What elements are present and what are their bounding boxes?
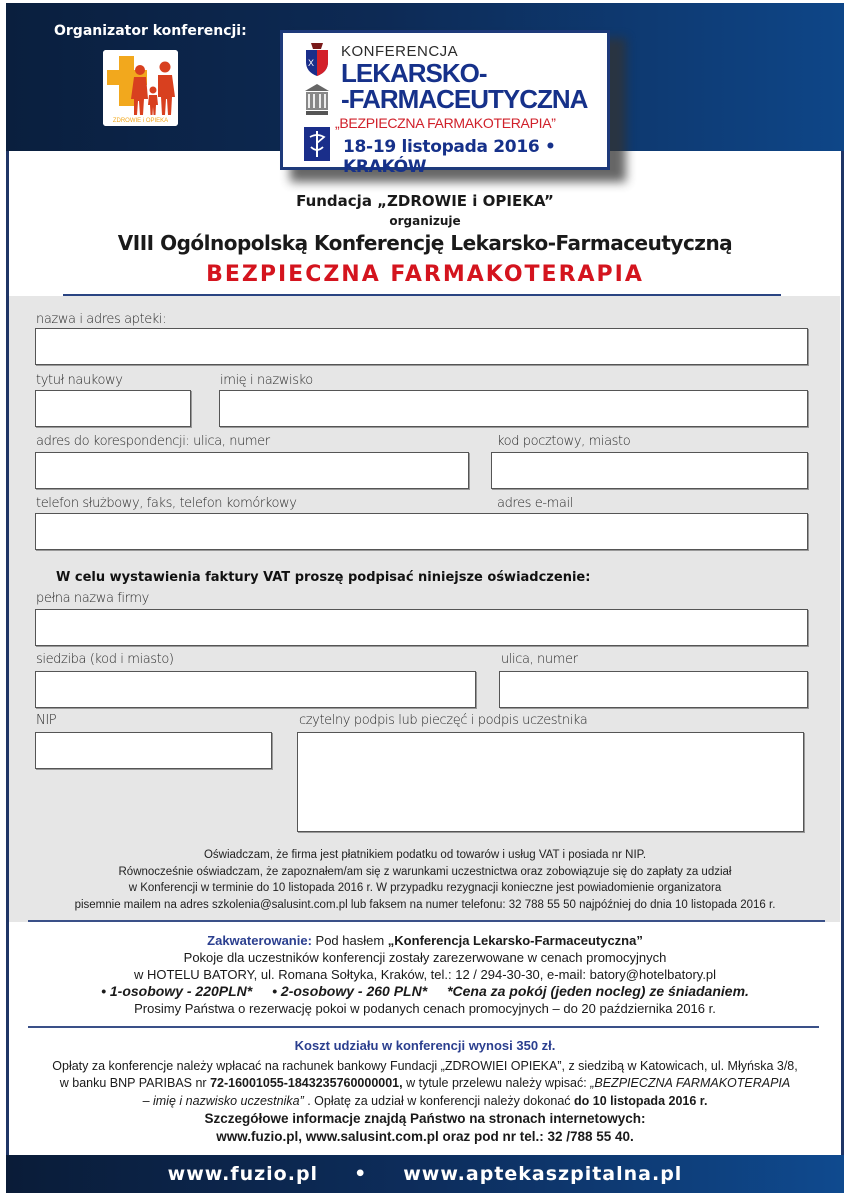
- pharmacy-label: nazwa i adres apteki:: [36, 312, 167, 327]
- company-street-input[interactable]: [499, 671, 808, 708]
- accommodation-slogan: „Konferencja Lekarsko-Farmaceutyczna”: [387, 933, 643, 948]
- declaration-line: Równocześnie oświadczam, że zapoznałem/am się z warunkami uczestnictwa oraz zobowiązuje się do zapłaty za udział: [118, 865, 732, 878]
- footer-link-apteka[interactable]: www.aptekaszpitalna.pl: [403, 1163, 683, 1185]
- svg-text:X: X: [307, 58, 315, 68]
- transfer-title-cont: – imię i nazwisko uczestnika”: [142, 1093, 304, 1108]
- conference-motto: BEZPIECZNA FARMAKOTERAPIA: [206, 262, 644, 287]
- payment-info: Opłaty za konferencje należy wpłacać na rachunek bankowy Fundacji „ZDROWIEI OPIEKA”, z siedzibą w Katowicach, ul. Młyńska 3/8,: [52, 1058, 798, 1073]
- title-label: tytuł naukowy: [36, 373, 123, 388]
- price-double: • 2-osobowy - 260 PLN*: [272, 983, 428, 999]
- building-icon: [305, 84, 329, 115]
- footer-link-fuzio[interactable]: www.fuzio.pl: [167, 1163, 319, 1185]
- payment-deadline: do 10 listopada 2016 r.: [574, 1093, 708, 1108]
- footer-separator: •: [354, 1163, 368, 1185]
- accommodation-section: [0, 932, 850, 1017]
- accommodation-line: Pokoje dla uczestników konferencji zostały zarezerwowane w cenach promocyjnych: [183, 950, 667, 965]
- accommodation-slogan-prefix: Pod hasłem: [311, 933, 388, 948]
- hotel-info: w HOTELU BATORY, ul. Romana Sołtyka, Kraków, tel.: 12 / 294-30-30, e-mail: batory@hotelbatory.pl: [133, 967, 717, 982]
- foundation-title: Fundacja „ZDROWIE i OPIEKA”: [296, 192, 554, 210]
- full-name-input[interactable]: [219, 390, 808, 427]
- badge-date-place: 18-19 listopada 2016 • KRAKÓW: [343, 137, 556, 177]
- price-single: • 1-osobowy - 220PLN*: [101, 983, 253, 999]
- nip-label: NIP: [36, 713, 57, 728]
- declaration-line: Oświadczam, że firma jest płatnikiem podatku od towarów i usług VAT i posiada nr NIP.: [203, 849, 647, 861]
- signature-box[interactable]: [297, 732, 804, 832]
- crest-icon: [306, 43, 328, 76]
- declaration-line: pisemnie mailem na adres szkolenia@salusint.com.pl lub faksem na numer telefonu: 32 788 55 50 najpóźniej do dnia 10 listopada 2016 r.: [74, 898, 776, 911]
- more-info: Szczegółowe informacje znajdą Państwo na stronach internetowych:: [204, 1111, 646, 1126]
- street-label: adres do korespondencji: ulica, numer: [36, 434, 270, 449]
- company-name-input[interactable]: [35, 609, 808, 646]
- email-label: adres e-mail: [497, 496, 573, 511]
- pharmacy-caduceus-icon: [304, 127, 330, 161]
- conference-badge: [280, 30, 610, 177]
- badge-motto: „BEZPIECZNA FARMAKOTERAPIA”: [335, 115, 556, 131]
- signature-label: czytelny podpis lub pieczęć i podpis uczestnika: [299, 713, 588, 728]
- company-label: pełna nazwa firmy: [36, 591, 149, 606]
- organizer-logo-text: ZDROWIE i OPIEKA: [112, 118, 169, 124]
- family-cross-icon: [103, 50, 178, 126]
- divider-form-bottom: [28, 920, 825, 922]
- bank-prefix: w banku BNP PARIBAS nr: [59, 1076, 211, 1090]
- nip-input[interactable]: [35, 732, 272, 769]
- payment-deadline-line: [0, 1093, 850, 1111]
- street-input[interactable]: [35, 452, 469, 489]
- seat-label: siedziba (kod i miasto): [36, 652, 174, 667]
- cost-section: [0, 1037, 850, 1145]
- postal-city-input[interactable]: [491, 452, 808, 489]
- accommodation-title: Zakwaterowanie:: [207, 933, 312, 948]
- badge-line-farmaceutyczna: -FARMACEUTYCZNA: [341, 84, 588, 114]
- postal-label: kod pocztowy, miasto: [497, 434, 631, 449]
- reservation-deadline: Prosimy Państwa o rezerwację pokoi w podanych cenach promocyjnych – do 20 października 2016 r.: [134, 1001, 716, 1016]
- accommodation-line: [0, 932, 850, 949]
- footer-band: [6, 1155, 844, 1193]
- conference-title: VIII Ogólnopolską Konferencję Lekarsko-Farmaceutyczną: [117, 231, 733, 255]
- cost-title: Koszt udziału w konferencji wynosi 350 zł.: [294, 1038, 556, 1053]
- badge-line-lekarsko: LEKARSKO-: [341, 58, 487, 88]
- pharmacy-input[interactable]: [35, 328, 808, 365]
- phone-email-input[interactable]: [35, 513, 808, 550]
- divider-accommodation: [28, 1026, 819, 1028]
- badge-line-konferencja: KONFERENCJA: [341, 43, 459, 60]
- organizer-logo: [103, 50, 178, 126]
- contact-links: www.fuzio.pl, www.salusint.com.pl oraz pod nr tel.: 32 /788 55 40.: [216, 1128, 634, 1144]
- organizer-label: Organizator konferencji:: [54, 23, 247, 39]
- academic-title-input[interactable]: [35, 390, 191, 427]
- payment-deadline-prefix: . Opłatę za udział w konferencji należy dokonać: [303, 1093, 575, 1108]
- vat-heading: W celu wystawienia faktury VAT proszę podpisać niniejsze oświadczenie:: [56, 570, 591, 585]
- badge-emblems: [303, 39, 331, 170]
- name-label: imię i nazwisko: [220, 373, 313, 388]
- transfer-title-prefix: w tytule przelewu należy wpisać:: [402, 1076, 591, 1090]
- organizes-text: organizuje: [389, 214, 461, 228]
- phone-label: telefon służbowy, faks, telefon komórkowy: [36, 496, 297, 511]
- seat-input[interactable]: [35, 671, 476, 708]
- company-street-label: ulica, numer: [501, 652, 578, 667]
- payment-bank-line: [0, 1075, 850, 1093]
- bank-account: 72-16001055-1843235760000001,: [210, 1076, 403, 1090]
- declaration-text: [20, 847, 830, 913]
- price-note: *Cena za pokój (jeden nocleg) ze śniadaniem.: [447, 983, 749, 999]
- declaration-line: w Konferencji w terminie do 10 listopada 2016 r. W przypadku rezygnacji konieczne jest powiadomienie organizatora: [128, 882, 722, 894]
- room-prices: [0, 983, 850, 1000]
- transfer-title: „BEZPIECZNA FARMAKOTERAPIA: [590, 1076, 791, 1090]
